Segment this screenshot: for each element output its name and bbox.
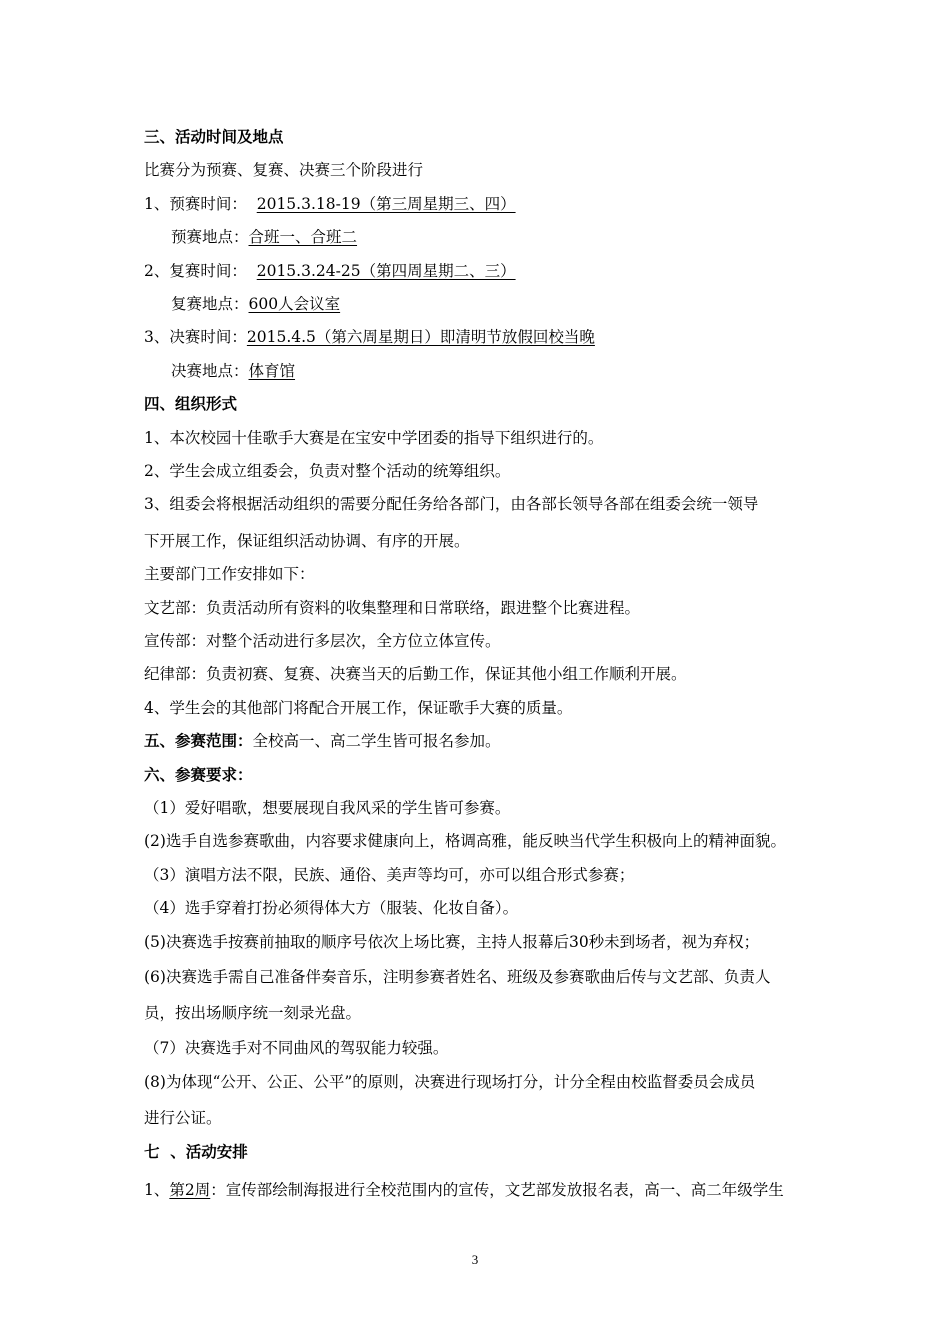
prelim-time-label: 1、预赛时间： [144,195,257,213]
section-5-line [144,731,501,751]
prelim-time-value: 2015.3.18-19（第三周星期三、四） [256,195,516,213]
activity-1-text: ：宣传部绘制海报进行全校范围内的宣传，文艺部发放报名表，高一、高二年级学生 [210,1181,784,1199]
requirement-8-line-1: (8)为体现“公开、公正、公平”的原则，决赛进行现场打分，计分全程由校监督委员会成员 [144,1073,756,1091]
section-4-heading: 四、组织形式 [144,394,238,413]
department-discipline: 纪律部：负责初赛、复赛、决赛当天的后勤工作，保证其他小组工作顺利开展。 [144,665,687,683]
prelim-place-label: 预赛地点： [171,228,249,246]
section-4-item-4: 4、学生会的其他部门将配合开展工作，保证歌手大赛的质量。 [144,699,573,717]
semi-place-value: 600人会议室 [248,295,341,313]
department-publicity: 宣传部：对整个活动进行多层次，全方位立体宣传。 [144,632,501,650]
requirement-7: （7）决赛选手对不同曲风的驾驭能力较强。 [144,1039,449,1057]
section-4-item-2: 2、学生会成立组委会，负责对整个活动的统筹组织。 [144,462,511,480]
requirement-5: (5)决赛选手按赛前抽取的顺序号依次上场比赛，主持人报幕后30秒未到场者，视为弃权； [144,933,760,951]
semi-place-label: 复赛地点： [171,295,249,313]
final-place-line [171,361,295,381]
section-4-item-3-line-1: 3、组委会将根据活动组织的需要分配任务给各部门，由各部长领导各部在组委会统一领导 [144,495,759,513]
requirement-2: (2)选手自选参赛歌曲，内容要求健康向上，格调高雅，能反映当代学生积极向上的精神面貌。 [144,832,786,850]
final-place-value: 体育馆 [248,362,296,380]
section-5-text: 全校高一、高二学生皆可报名参加。 [252,732,501,750]
requirement-6-line-2: 员，按出场顺序统一刻录光盘。 [144,1004,362,1022]
activity-1-prefix: 1、 [144,1181,170,1199]
section-5-heading: 五、参赛范围： [144,731,253,750]
requirement-4: （4）选手穿着打扮必须得体大方（服装、化妆自备）。 [144,899,519,917]
requirement-6-line-1: (6)决赛选手需自己准备伴奏音乐，注明参赛者姓名、班级及参赛歌曲后传与文艺部、负责人 [144,968,771,986]
final-place-label: 决赛地点： [171,362,249,380]
final-time-value: 2015.4.5（第六周星期日）即清明节放假回校当晚 [246,328,595,346]
section-6-heading: 六、参赛要求： [144,765,253,784]
section-7-heading: 七 、活动安排 [144,1142,248,1161]
semi-time-value: 2015.3.24-25（第四周星期二、三） [256,262,516,280]
semi-place-line [171,294,340,314]
final-time-label: 3、决赛时间： [144,328,247,346]
section-4-item-1: 1、本次校园十佳歌手大赛是在宝安中学团委的指导下组织进行的。 [144,429,604,447]
requirement-1: （1）爱好唱歌，想要展现自我风采的学生皆可参赛。 [144,799,511,817]
department-arts: 文艺部：负责活动所有资料的收集整理和日常联络，跟进整个比赛进程。 [144,599,641,617]
departments-intro: 主要部门工作安排如下： [144,565,315,583]
activity-1-line [144,1180,784,1200]
section-3-heading: 三、活动时间及地点 [144,127,284,146]
section-4-item-3-line-2: 下开展工作，保证组织活动协调、有序的开展。 [144,532,470,550]
semi-time-label: 2、复赛时间： [144,262,257,280]
final-time-line [144,327,595,347]
requirement-3: （3）演唱方法不限，民族、通俗、美声等均可，亦可以组合形式参赛； [144,866,635,884]
requirement-8-line-2: 进行公证。 [144,1109,222,1127]
semi-time-line [144,261,516,281]
activity-1-week: 第2周 [169,1181,211,1199]
section-3-intro: 比赛分为预赛、复赛、决赛三个阶段进行 [144,161,424,179]
prelim-place-line [171,227,357,247]
page-number: 3 [471,1252,479,1267]
prelim-time-line [144,194,516,214]
prelim-place-value: 合班一、合班二 [248,228,358,246]
